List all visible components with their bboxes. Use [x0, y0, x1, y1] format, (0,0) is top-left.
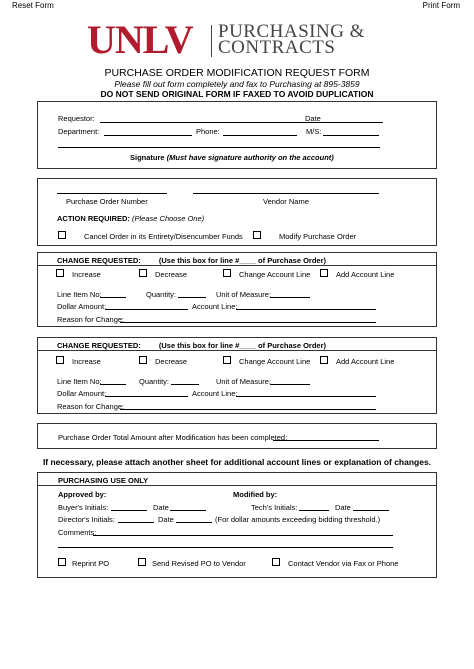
tech-initials-field[interactable] [299, 510, 329, 511]
change-header-label-2: CHANGE REQUESTED: [57, 341, 141, 350]
buyer-initials-label: Buyer's Initials: [58, 503, 109, 512]
approved-by-label: Approved by: [58, 490, 107, 499]
reset-form-button[interactable]: Reset Form [12, 1, 54, 10]
action-required-note: (Please Choose One) [132, 214, 205, 223]
department-field[interactable] [104, 135, 192, 136]
decrease-checkbox-2[interactable] [139, 356, 147, 364]
buyer-date-label: Date [153, 503, 169, 512]
dollar-field-2[interactable] [105, 396, 188, 397]
purchasing-use-box [37, 472, 437, 578]
account-label-2: Account Line: [192, 389, 238, 398]
form-instructions: Please fill out form completely and fax to Purchasing at 895-3859 [114, 79, 360, 89]
comments-field-line-2[interactable] [58, 547, 393, 548]
line-item-field-1[interactable] [100, 297, 126, 298]
ms-field[interactable] [323, 135, 379, 136]
change-header-label-1: CHANGE REQUESTED: [57, 256, 141, 265]
ms-label: M/S: [306, 127, 322, 136]
form-title: PURCHASE ORDER MODIFICATION REQUEST FORM [104, 67, 370, 79]
reason-label-2: Reason for Change: [57, 402, 125, 411]
dollar-label-1: Dollar Amount: [57, 302, 107, 311]
vendor-name-label: Vendor Name [263, 197, 309, 206]
quantity-label-1: Quantity: [146, 290, 177, 299]
tech-date-field[interactable] [353, 510, 389, 511]
add-account-label-1: Add Account Line [336, 270, 395, 279]
change-account-checkbox-2[interactable] [223, 356, 231, 364]
reason-field-1[interactable] [120, 322, 376, 323]
increase-label-1: Increase [72, 270, 101, 279]
requestor-box [37, 101, 437, 169]
decrease-label-1: Decrease [155, 270, 188, 279]
director-initials-field[interactable] [118, 522, 154, 523]
change-header-divider-2 [38, 350, 436, 351]
action-required-label: ACTION REQUIRED: [57, 214, 130, 223]
tech-initials-label: Tech's Initials: [251, 503, 298, 512]
action-required [57, 214, 204, 223]
reprint-po-label: Reprint PO [72, 559, 110, 568]
quantity-label-2: Quantity: [139, 377, 170, 386]
signature-field[interactable] [58, 147, 380, 148]
po-number-field[interactable] [57, 193, 167, 194]
unit-label-2: Unit of Measure: [216, 377, 272, 386]
total-box [37, 423, 437, 449]
add-account-checkbox-2[interactable] [320, 356, 328, 364]
print-form-button[interactable]: Print Form [422, 1, 460, 10]
change-account-label-1: Change Account Line [239, 270, 311, 279]
increase-label-2: Increase [72, 357, 101, 366]
change-header-1 [57, 256, 326, 265]
vendor-name-field[interactable] [193, 193, 379, 194]
logo-line-2: CONTRACTS [218, 37, 336, 58]
account-field-2[interactable] [236, 396, 376, 397]
account-field-1[interactable] [236, 309, 376, 310]
total-field[interactable] [273, 440, 379, 441]
requestor-date-field[interactable] [325, 122, 383, 123]
change-header-2 [57, 341, 326, 350]
logo-divider [211, 25, 212, 57]
buyer-date-field[interactable] [170, 510, 206, 511]
unit-field-2[interactable] [270, 384, 310, 385]
requestor-label: Requestor: [58, 114, 95, 123]
director-date-field[interactable] [176, 522, 212, 523]
unit-field-1[interactable] [270, 297, 310, 298]
logo-unlv-wordmark: UNLV [87, 17, 193, 62]
attach-note: If necessary, please attach another sheet for additional account lines or explanation of changes. [42, 457, 432, 467]
signature-label: Signature [130, 153, 165, 162]
reason-label-1: Reason for Change: [57, 315, 125, 324]
increase-checkbox-1[interactable] [56, 269, 64, 277]
requestor-field[interactable] [100, 122, 336, 123]
account-label-1: Account Line: [192, 302, 238, 311]
line-item-label-2: Line Item No: [57, 377, 102, 386]
cancel-order-label: Cancel Order in its Entirety/Disencumber Funds [84, 232, 243, 241]
quantity-field-1[interactable] [178, 297, 206, 298]
director-date-label: Date [158, 515, 174, 524]
signature-caption [130, 153, 334, 162]
phone-field[interactable] [223, 135, 297, 136]
contact-vendor-label: Contact Vendor via Fax or Phone [288, 559, 399, 568]
send-revised-po-label: Send Revised PO to Vendor [152, 559, 246, 568]
add-account-label-2: Add Account Line [336, 357, 395, 366]
po-number-label: Purchase Order Number [66, 197, 148, 206]
buyer-initials-field[interactable] [111, 510, 147, 511]
change-header-note-1: (Use this box for line #____ of Purchase Order) [158, 256, 326, 265]
change-account-label-2: Change Account Line [239, 357, 311, 366]
add-account-checkbox-1[interactable] [320, 269, 328, 277]
decrease-label-2: Decrease [155, 357, 188, 366]
send-revised-po-checkbox[interactable] [138, 558, 146, 566]
logo-line-1: PURCHASING & [218, 21, 365, 42]
modify-po-label: Modify Purchase Order [279, 232, 357, 241]
director-initials-label: Director's Initials: [58, 515, 115, 524]
modify-po-checkbox[interactable] [253, 231, 261, 239]
po-box [37, 178, 437, 246]
line-item-field-2[interactable] [100, 384, 126, 385]
purchasing-header: PURCHASING USE ONLY [58, 476, 149, 485]
dollar-field-1[interactable] [105, 309, 188, 310]
dollar-label-2: Dollar Amount: [57, 389, 107, 398]
change-account-checkbox-1[interactable] [223, 269, 231, 277]
department-label: Department: [58, 127, 100, 136]
comments-field[interactable] [93, 535, 393, 536]
unlv-logo [87, 17, 387, 62]
change-header-note-2: (Use this box for line #____ of Purchase Order) [158, 341, 326, 350]
contact-vendor-checkbox[interactable] [272, 558, 280, 566]
reason-field-2[interactable] [120, 409, 376, 410]
unit-label-1: Unit of Measure: [216, 290, 272, 299]
requestor-date-label: Date [305, 114, 321, 123]
decrease-checkbox-1[interactable] [139, 269, 147, 277]
phone-label: Phone: [196, 127, 220, 136]
total-label: Purchase Order Total Amount after Modification has been completed: [58, 433, 288, 442]
line-item-label-1: Line Item No: [57, 290, 102, 299]
duplication-warning: DO NOT SEND ORIGINAL FORM IF FAXED TO AVOID DUPLICATION [100, 89, 374, 99]
change-requested-box-2 [37, 337, 437, 414]
cancel-order-checkbox[interactable] [58, 231, 66, 239]
purchasing-divider [38, 485, 436, 486]
increase-checkbox-2[interactable] [56, 356, 64, 364]
modified-by-label: Modified by: [233, 490, 278, 499]
change-requested-box-1 [37, 252, 437, 327]
tech-date-label: Date [335, 503, 351, 512]
signature-note: (Must have signature authority on the account) [166, 153, 334, 162]
quantity-field-2[interactable] [171, 384, 199, 385]
change-header-divider-1 [38, 265, 436, 266]
comments-label: Comments: [58, 528, 97, 537]
reprint-po-checkbox[interactable] [58, 558, 66, 566]
threshold-note: (For dollar amounts exceeding bidding threshold.) [215, 515, 381, 524]
